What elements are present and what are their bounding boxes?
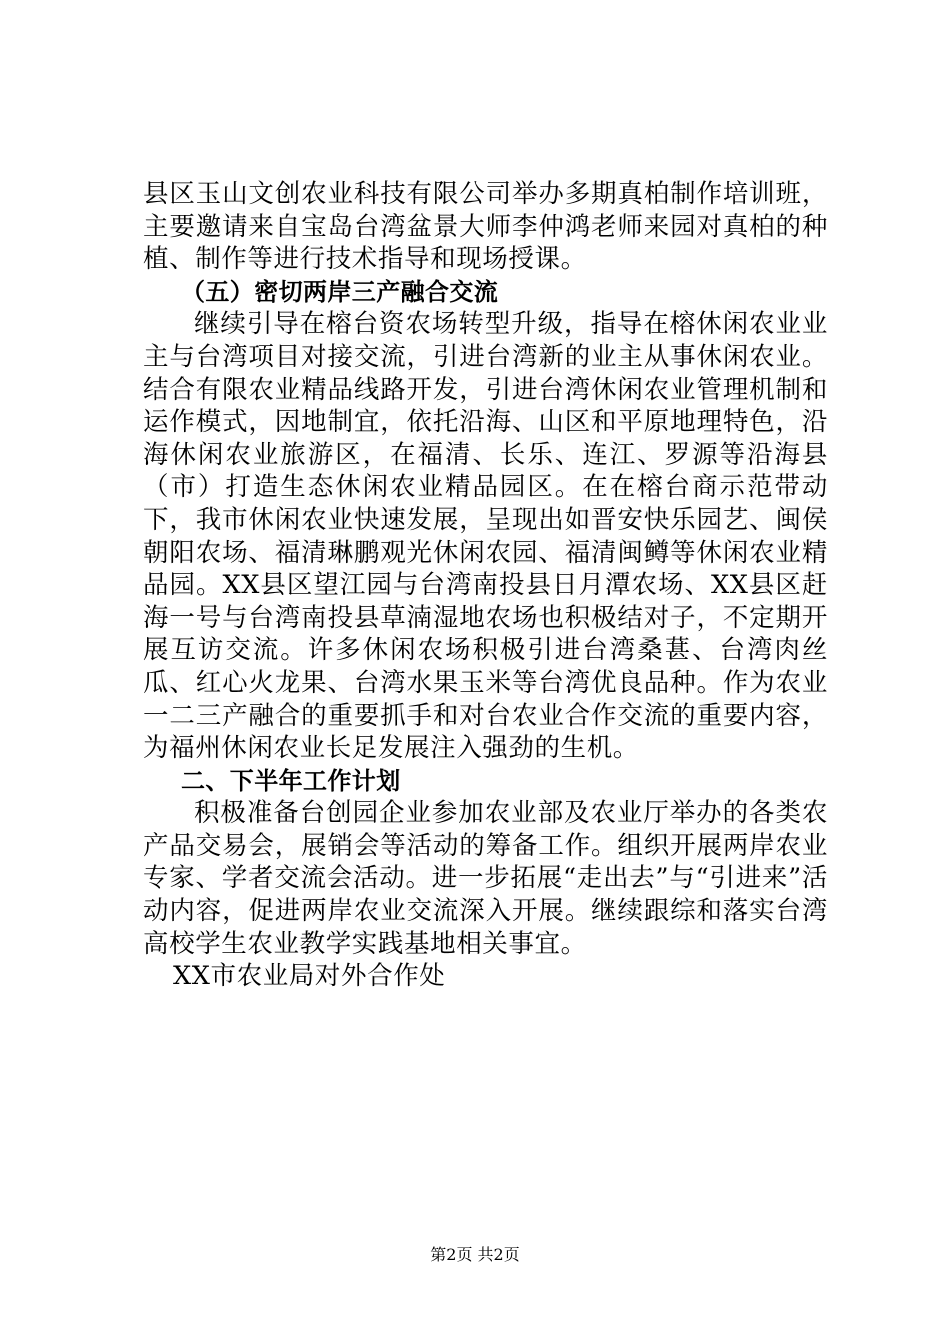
signature-department: XX市农业局对外合作处 xyxy=(173,961,446,992)
page-footer-number: 第2页 共2页 xyxy=(430,1245,520,1264)
paragraph-training: 县区玉山文创农业科技有限公司举办多期真柏制作培训班，主要邀请来自宝岛台湾盆景大师李仲鸿老师来园对真柏的种植、制作等进行技术指导和现场授课。 xyxy=(143,179,828,275)
section-heading-cross-strait-integration: （五）密切两岸三产融合交流 xyxy=(181,277,499,306)
document-body xyxy=(143,178,828,993)
paragraph-work-plan: 积极准备台创园企业参加农业部及农业厅举办的各类农产品交易会，展销会等活动的筹备工作。组织开展两岸农业专家、学者交流会活动。进一步拓展“走出去”与“引进来”活动内容，促进两岸农业交流深入开展。继续跟综和落实台湾高校学生农业教学实践基地相关事宜。 xyxy=(143,798,828,959)
paragraph-leisure-agriculture: 继续引导在榕台资农场转型升级，指导在榕休闲农业业主与台湾项目对接交流，引进台湾新的业主从事休闲农业。结合有限农业精品线路开发，引进台湾休闲农业管理机制和运作模式，因地制宜，依托沿海、山区和平原地理特色，沿海休闲农业旅游区，在福清、长乐、连江、罗源等沿海县（市）打造生态休闲农业精品园区。在在榕台商示范带动下，我市休闲农业快速发展，呈现出如晋安快乐园艺、闽侯朝阳农场、福清琳鹏观光休闲农园、福清闽鳟等休闲农业精品园。XX县区望江园与台湾南投县日月潭农场、XX县区赶海一号与台湾南投县草湳湿地农场也积极结对子，不定期开展互访交流。许多休闲农场积极引进台湾桑葚、台湾肉丝瓜、红心火龙果、台湾水果玉米等台湾优良品种。作为农业一二三产融合的重要抓手和对台农业合作交流的重要内容，为福州休闲农业长足发展注入强劲的生机。 xyxy=(143,309,828,764)
section-heading-second-half-plan: 二、下半年工作计划 xyxy=(181,766,401,795)
